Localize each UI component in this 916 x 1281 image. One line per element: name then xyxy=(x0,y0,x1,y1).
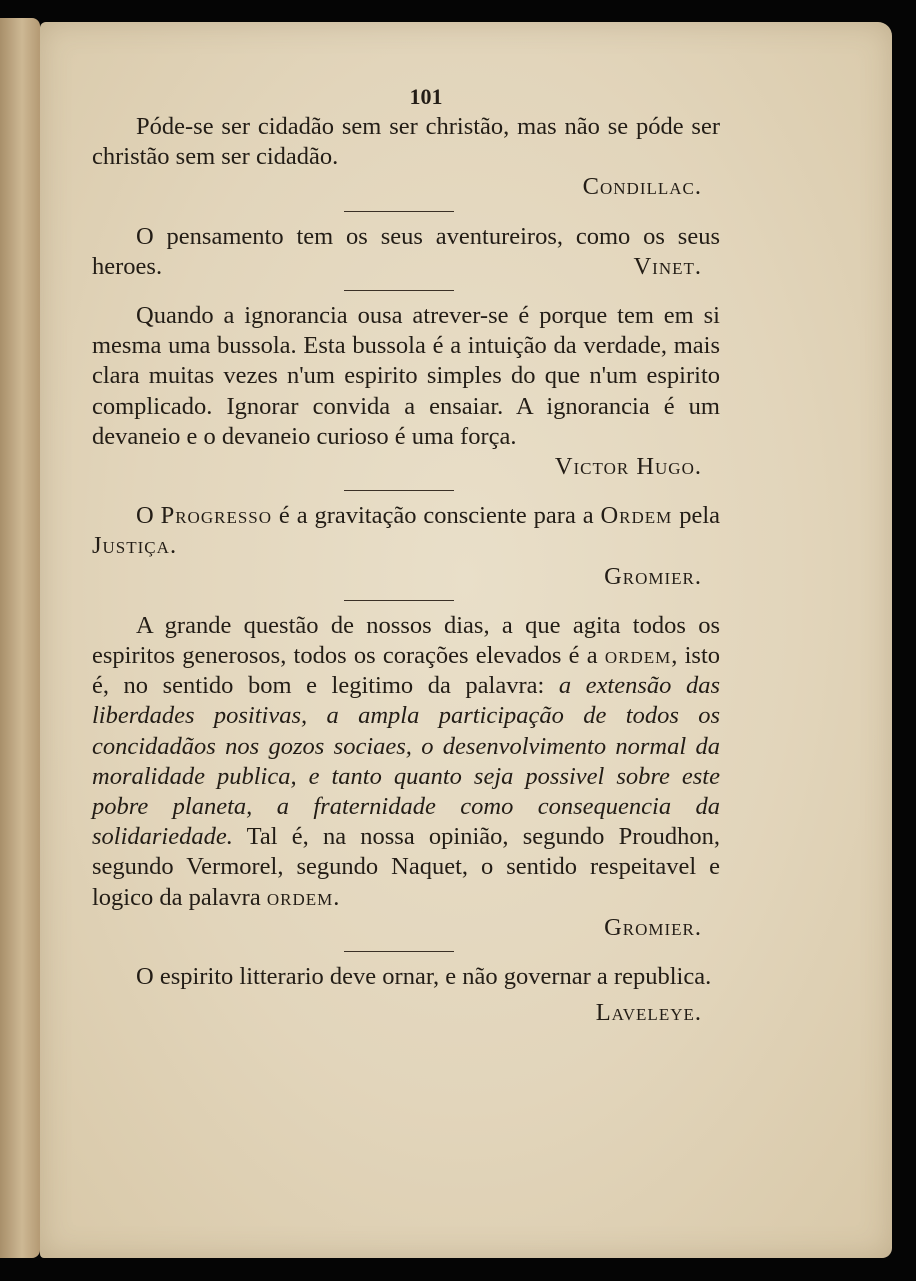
author-victor-hugo: Victor Hugo. xyxy=(554,453,702,481)
divider-rule xyxy=(344,490,454,491)
author-laveleye: Laveleye. xyxy=(595,999,702,1027)
quote-text: Quando a ignorancia ousa atrever-se é porque tem em si mesma uma bussola. Esta bussola é a intuição da verdade, mais clara muitas vezes n'um espirito simples do que n'um espirito complicado. Ignorar convida a ensaiar. A ignorancia é um devaneio e o devaneio curioso é uma força. xyxy=(92,302,720,450)
quote-text-part: A grande questão de nossos dias, a que agita todos os espiritos generosos, todos os corações elevados é a xyxy=(92,611,720,670)
quote-gromier-ordem xyxy=(92,611,720,913)
author-gromier-1: Gromier. xyxy=(604,562,702,590)
term-ordem: ordem xyxy=(266,883,334,911)
quote-victor-hugo xyxy=(92,301,720,452)
divider-rule xyxy=(344,951,454,952)
quote-text-part: pela xyxy=(672,502,720,530)
quote-text: Póde-se ser cidadão sem ser christão, mas não se póde ser christão sem ser cidadão. xyxy=(92,113,720,171)
quote-text-part: . xyxy=(333,883,340,911)
quote-text-part: , isto é, no sentido bom e legitimo da palavra: xyxy=(92,642,721,700)
divider-rule xyxy=(344,290,454,291)
quote-text-part: . xyxy=(169,532,177,560)
term-progresso: Progresso xyxy=(160,502,273,530)
quote-vinet xyxy=(92,222,720,282)
quote-text: O pensamento tem os seus aventureiros, como os seus heroes. xyxy=(92,222,720,280)
quote-laveleye xyxy=(92,962,720,992)
term-justica: Justiça xyxy=(92,532,170,560)
page-content xyxy=(92,82,720,1028)
author-gromier-2: Gromier. xyxy=(604,913,702,941)
quote-text-part: O xyxy=(136,502,161,530)
divider-rule xyxy=(344,600,454,601)
quote-italic-passage: a extensão das liberdades positivas, a ampla participação de todos os concidadãos nos gozos sociaes, o desenvolvimento normal da moralidade publica, e tanto quanto seja possivel sobre este pobre planeta, a fraternidade como consequencia da solidariedade. xyxy=(92,672,720,851)
term-ordem: Ordem xyxy=(600,502,673,530)
quote-condillac xyxy=(92,112,720,172)
author-vinet: Vinet. xyxy=(633,252,702,280)
quote-gromier-progresso xyxy=(92,501,720,561)
quote-text-part: é a gravitação consciente para a xyxy=(272,502,601,530)
left-page-edge xyxy=(0,18,40,1258)
term-ordem: ordem xyxy=(604,642,672,670)
page-number: 101 xyxy=(409,84,443,109)
quote-text: O espirito litterario deve ornar, e não governar a republica. xyxy=(136,963,712,991)
author-condillac: Condillac. xyxy=(582,173,702,201)
divider-rule xyxy=(344,211,454,212)
quote-text-part: Tal é, na nossa opinião, segundo Proudhon, segundo Vermorel, segundo Naquet, o sentido respeitavel e logico da palavra xyxy=(92,823,720,911)
